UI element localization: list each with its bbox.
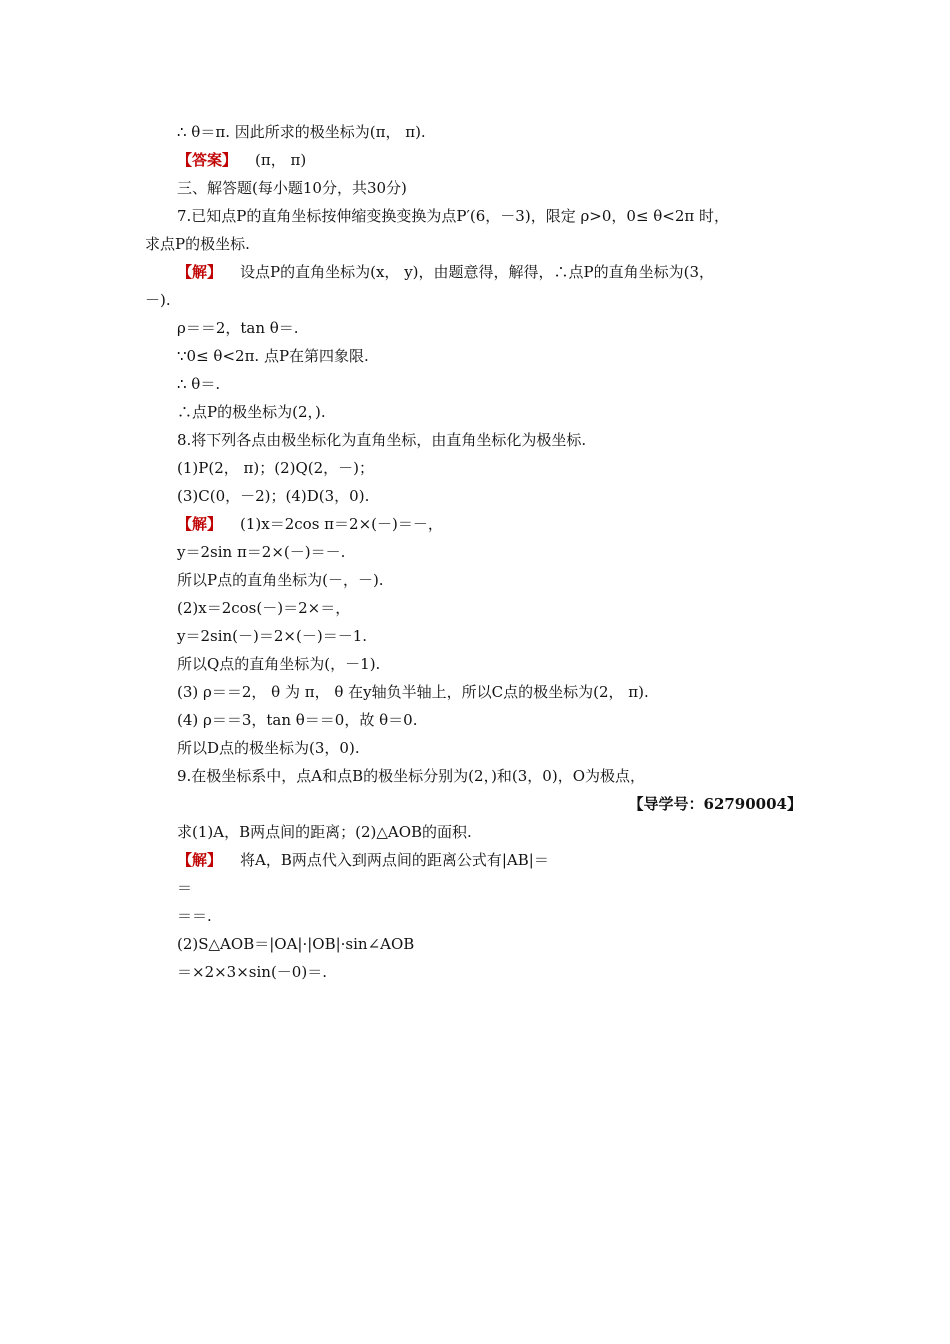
text-line: (4) ρ＝＝3，tan θ＝＝0，故 θ＝0. (177, 711, 418, 729)
reference-number: 【导学号：62790004】 (628, 795, 802, 813)
text-line: ρ＝＝2，tan θ＝. (177, 319, 299, 337)
text-line: ＝ (177, 879, 193, 897)
text-line: 求(1)A，B两点间的距离；(2)△AOB的面积. (177, 823, 472, 841)
text-line: (1)P(2， π)；(2)Q(2，－)； (177, 459, 375, 477)
text-line: 所以D点的极坐标为(3，0). (177, 739, 360, 757)
answer-line: 【答案】 (π， π) (177, 151, 307, 169)
text-line: (3)C(0，－2)；(4)D(3，0). (177, 487, 370, 505)
text-line: ∴ θ＝π. 因此所求的极坐标为(π， π). (177, 123, 426, 141)
answer-tag: 【答案】 (177, 151, 238, 169)
text-line: ＝×2×3×sin(－0)＝. (177, 963, 327, 981)
solution-tag: 【解】 (177, 263, 223, 281)
text-line: ∵0≤ θ<2π. 点P在第四象限. (177, 347, 369, 365)
text-line: y＝2sin(－)＝2×(－)＝－1. (177, 627, 368, 645)
text-line: (2)S△AOB＝|OA|·|OB|·sin∠AOB (177, 935, 415, 953)
question-9: 9.在极坐标系中，点A和点B的极坐标分别为(2，)和(3，0)，O为极点， (177, 767, 646, 785)
text-line: 求点P的极坐标. (145, 235, 250, 253)
question-8: 8.将下列各点由极坐标化为直角坐标，由直角坐标化为极坐标. (177, 431, 587, 449)
text-line: －). (145, 291, 171, 309)
text-line: (3) ρ＝＝2， θ 为 π， θ 在y轴负半轴上，所以C点的极坐标为(2， π). (177, 683, 649, 701)
text-line: ∴点P的极坐标为(2，). (177, 403, 326, 421)
text-line: 所以Q点的直角坐标为(，－1). (177, 655, 381, 673)
solution-line: 【解】 将A，B两点代入到两点间的距离公式有|AB|＝ (177, 851, 549, 869)
solution-tag: 【解】 (177, 851, 223, 869)
question-7: 7.已知点P的直角坐标按伸缩变换变换为点P′(6，－3)，限定 ρ>0，0≤ θ<2π 时， (177, 207, 730, 225)
text-line: ＝＝. (177, 907, 212, 925)
solution-line: 【解】 设点P的直角坐标为(x， y)，由题意得，解得，∴点P的直角坐标为(3， (177, 263, 715, 281)
text-line: (2)x＝2cos(－)＝2×＝， (177, 599, 351, 617)
text-line: y＝2sin π＝2×(－)＝－. (177, 543, 346, 561)
solution-tag: 【解】 (177, 515, 223, 533)
text-line: 所以P点的直角坐标为(－，－). (177, 571, 384, 589)
solution-line: 【解】 (1)x＝2cos π＝2×(－)＝－， (177, 515, 443, 533)
text-line: ∴ θ＝. (177, 375, 221, 393)
section-heading: 三、解答题(每小题10分，共30分) (177, 179, 407, 197)
